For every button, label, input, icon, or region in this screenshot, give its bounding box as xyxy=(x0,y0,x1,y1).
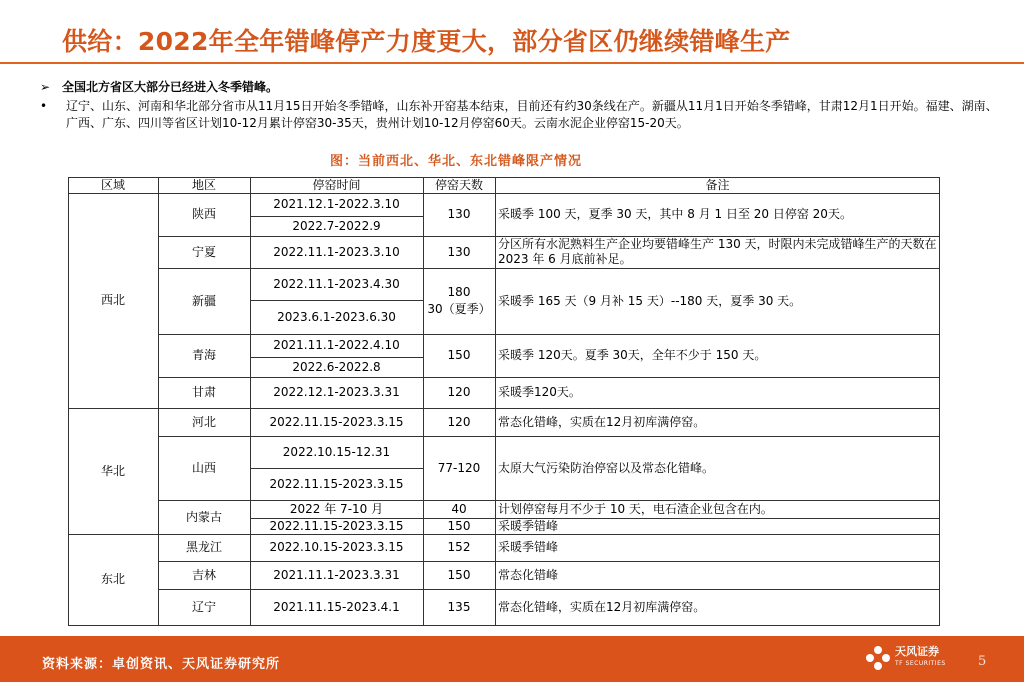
stop-days: 150 xyxy=(447,518,471,533)
stop-days: 152 xyxy=(447,540,471,554)
header-area: 地区 xyxy=(191,177,216,192)
logo-text xyxy=(895,646,946,670)
region-north: 华北 xyxy=(100,463,125,478)
note: 采暖季错峰 xyxy=(498,540,559,554)
bullet-heading xyxy=(40,78,278,95)
bullet-paragraph-text: 辽宁、山东、河南和华北部分省市从11月15日开始冬季错峰，山东补开窑基本结束，目前还有约30条线在产。新疆从11月1日开始冬季错峰，甘肃12月1日开始。福建、湖南、广西、广东、四川等省区计划10-12月累计停窑30-35天，贵州计划10-12月停窑60天。云南水泥企业停窑15-20天。 xyxy=(66,99,998,130)
stop-days: 120 xyxy=(447,414,471,429)
stop-time: 2021.12.1-2022.3.10 xyxy=(273,197,400,211)
grid-line xyxy=(250,177,251,625)
province-qinghai: 青海 xyxy=(191,348,216,362)
stop-time: 2022.7-2022.9 xyxy=(292,218,381,233)
grid-line xyxy=(158,377,940,378)
grid-line xyxy=(68,534,940,535)
grid-line xyxy=(250,357,423,358)
logo-subtitle: TF SECURITIES xyxy=(895,660,946,667)
grid-line xyxy=(495,177,496,625)
region-northwest: 西北 xyxy=(100,293,125,307)
grid-line xyxy=(68,193,940,194)
dot-bullet-icon: • xyxy=(40,99,48,113)
note: 采暖季120天。 xyxy=(498,385,581,399)
stop-days: 40 xyxy=(451,501,467,516)
note: 采暖季 100 天，夏季 30 天，其中 8 月 1 日至 20 日停窑 20天。 xyxy=(498,207,852,221)
note: 采暖季错峰 xyxy=(498,518,559,533)
table-caption: 图：当前西北、华北、东北错峰限产情况 xyxy=(330,154,583,169)
logo-name: 天风证券 xyxy=(895,645,939,658)
bullet-paragraph xyxy=(40,98,1000,132)
grid-line xyxy=(158,500,940,501)
stop-time: 2022.10.15-12.31 xyxy=(282,444,391,459)
stop-time: 2022.11.15-2023.3.15 xyxy=(269,476,404,491)
stop-time: 2022.6-2022.8 xyxy=(292,359,381,374)
bullet-heading-text: 全国北方省区大部分已经进入冬季错峰。 xyxy=(62,80,279,94)
header-notes: 备注 xyxy=(705,177,730,192)
page-number: 5 xyxy=(978,654,987,669)
grid-line xyxy=(158,268,940,269)
note: 常态化错峰，实质在12月初库满停窑。 xyxy=(498,414,706,429)
province-shaanxi: 陕西 xyxy=(191,207,216,221)
stop-time: 2022.11.15-2023.3.15 xyxy=(269,518,404,533)
province-shanxi: 山西 xyxy=(191,460,216,475)
note: 常态化错峰，实质在12月初库满停窑。 xyxy=(498,599,706,614)
stop-days: 130 xyxy=(447,207,471,221)
province-hebei: 河北 xyxy=(191,414,216,429)
peak-shifting-table xyxy=(68,177,940,625)
grid-line xyxy=(68,408,940,409)
header-stop-time: 停窑时间 xyxy=(312,177,361,192)
stop-time: 2021.11.1-2022.4.10 xyxy=(273,338,400,352)
note: 常态化错峰 xyxy=(498,567,559,582)
page-title: 供给：2022年全年错峰停产力度更大，部分省区仍继续错峰生产 xyxy=(62,27,791,56)
grid-line xyxy=(939,177,940,625)
province-xinjiang: 新疆 xyxy=(191,293,216,308)
province-liaoning: 辽宁 xyxy=(191,599,216,614)
note: 太原大气污染防治停窑以及常态化错峰。 xyxy=(498,460,715,475)
grid-line xyxy=(158,177,159,625)
stop-days: 150 xyxy=(447,348,471,362)
province-ningxia: 宁夏 xyxy=(191,244,216,259)
grid-line xyxy=(250,518,940,519)
province-gansu: 甘肃 xyxy=(191,385,216,399)
stop-days: 130 xyxy=(447,244,471,259)
stop-days: 150 xyxy=(447,567,471,582)
stop-time: 2022.11.1-2023.3.10 xyxy=(273,244,400,259)
grid-line xyxy=(158,334,940,335)
arrow-bullet-icon: ➢ xyxy=(40,80,51,94)
stop-time: 2022.11.15-2023.3.15 xyxy=(269,414,404,429)
grid-line xyxy=(423,177,424,625)
stop-days: 77-120 xyxy=(437,460,481,475)
province-jilin: 吉林 xyxy=(191,567,216,582)
stop-time: 2022 年 7-10 月 xyxy=(289,501,384,516)
header-stop-days: 停窑天数 xyxy=(434,177,483,192)
stop-days: 180 xyxy=(447,284,471,299)
flower-logo-icon xyxy=(866,646,890,670)
stop-time: 2021.11.15-2023.4.1 xyxy=(273,599,400,614)
stop-time: 2022.11.1-2023.4.30 xyxy=(273,276,400,291)
grid-line xyxy=(158,589,940,590)
title-underline xyxy=(0,62,1024,64)
grid-line xyxy=(158,236,940,237)
note: 分区所有水泥熟料生产企业均要错峰生产 130 天，时限内未完成错峰生产的天数在 2023 年 6 月底前补足。 xyxy=(498,237,937,266)
source-note: 资料来源：卓创资讯、天风证券研究所 xyxy=(42,657,281,672)
grid-line xyxy=(68,177,69,625)
grid-line xyxy=(68,177,940,178)
province-heilongjiang: 黑龙江 xyxy=(185,540,222,554)
grid-line xyxy=(250,300,423,301)
grid-line xyxy=(250,216,423,217)
grid-line xyxy=(158,561,940,562)
note: 计划停窑每月不少于 10 天，电石渣企业包含在内。 xyxy=(498,501,773,516)
stop-time: 2021.11.1-2023.3.31 xyxy=(273,567,400,582)
note: 采暖季 120天。夏季 30天，全年不少于 150 天。 xyxy=(498,348,767,362)
company-logo xyxy=(866,646,946,670)
header-region: 区域 xyxy=(100,177,125,192)
stop-days: 120 xyxy=(447,385,471,399)
stop-time: 2023.6.1-2023.6.30 xyxy=(277,309,396,324)
province-inner-mongolia: 内蒙古 xyxy=(185,509,222,524)
region-northeast: 东北 xyxy=(100,572,125,586)
stop-days: 30（夏季） xyxy=(427,301,491,316)
stop-days: 135 xyxy=(447,599,471,614)
grid-line xyxy=(250,468,423,469)
grid-line xyxy=(158,436,940,437)
note: 采暖季 165 天（9 月补 15 天）--180 天，夏季 30 天。 xyxy=(498,293,802,308)
stop-time: 2022.12.1-2023.3.31 xyxy=(273,385,400,399)
stop-time: 2022.10.15-2023.3.15 xyxy=(269,540,404,554)
grid-line xyxy=(68,625,940,626)
